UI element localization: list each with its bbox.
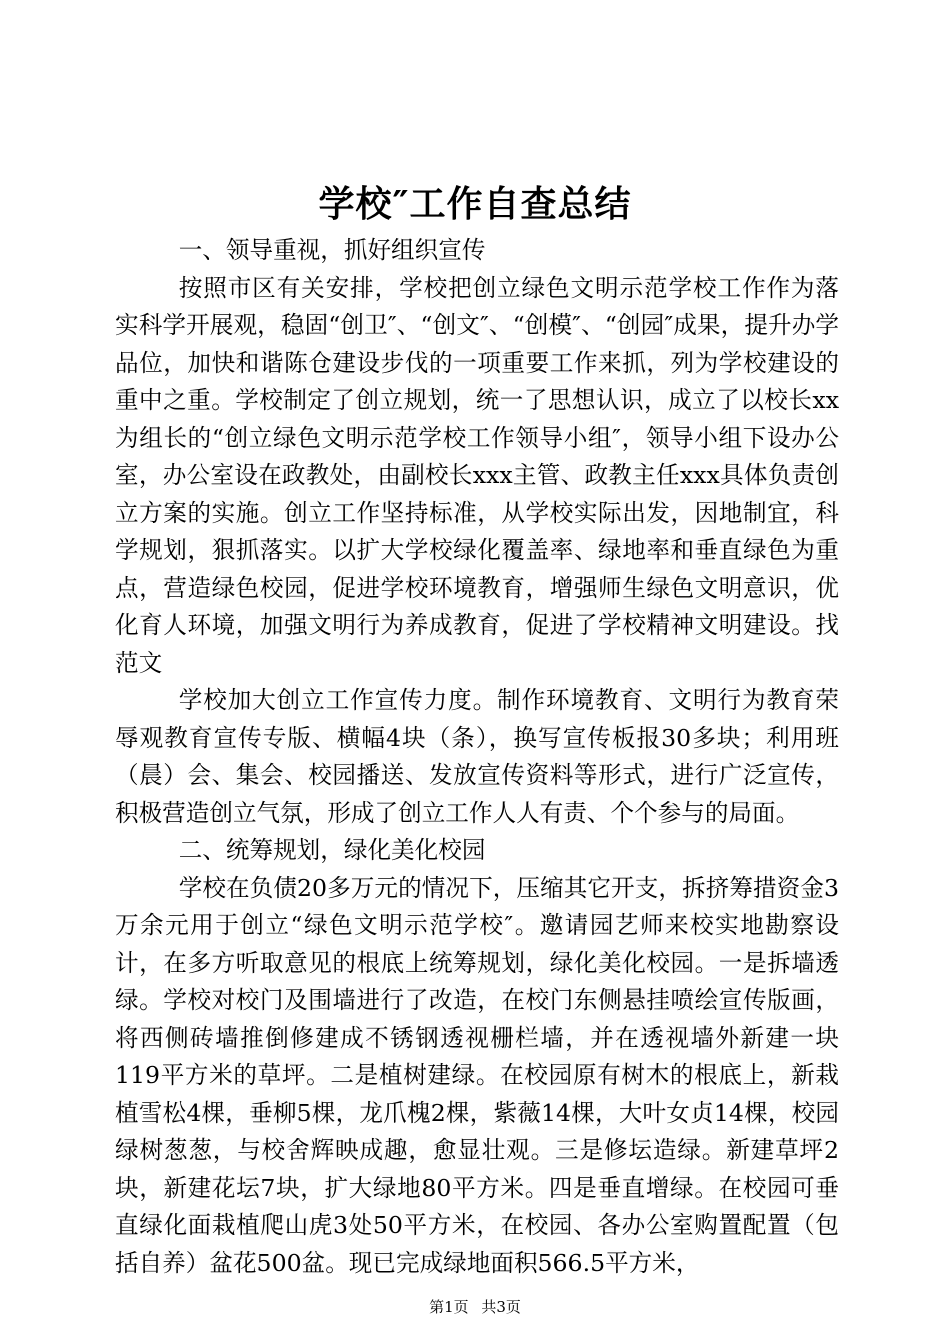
document-body [115,232,839,1282]
section-heading: 二、统筹规划，绿化美化校园 [178,836,486,864]
section-heading: 一、领导重视，抓好组织宣传 [178,236,486,264]
document-title: 学校″工作自查总结 [318,184,632,225]
page-number: 第1页 [429,1298,469,1316]
page-footer [0,1297,950,1317]
body-paragraph: 学校在负债20多万元的情况下，压缩其它开支，拆挤筹措资金3万余元用于创立“绿色文明示范学校″。邀请园艺师来校实地勘察设计，在多方听取意见的根底上统筹规划，绿化美化校园。一是拆墙透绿。学校对校门及围墙进行了改造，在校门东侧悬挂喷绘宣传版画，将西侧砖墙推倒修建成不锈钢透视栅栏墙，并在透视墙外新建一块119平方米的草坪。二是植树建绿。在校园原有树木的根底上，新栽植雪松4棵，垂柳5棵，龙爪槐2棵，紫薇14棵，大叶女贞14棵，校园绿树葱葱，与校舍辉映成趣，愈显壮观。三是修坛造绿。新建草坪2块，新建花坛7块，扩大绿地80平方米。四是垂直增绿。在校园可垂直绿化面栽植爬山虎3处50平方米，在校园、各办公室购置配置（包括自养）盆花500盆。现已完成绿地面积566.5平方米， [115,873,839,1277]
page-total: 共3页 [481,1298,521,1316]
body-paragraph: 按照市区有关安排，学校把创立绿色文明示范学校工作作为落实科学开展观，稳固“创卫″、“创文″、“创模″、“创园″成果，提升办学品位，加快和谐陈仓建设步伐的一项重要工作来抓，列为学校建设的重中之重。学校制定了创立规划，统一了思想认识，成立了以校长xx为组长的“创立绿色文明示范学校工作领导小组″，领导小组下设办公室，办公室设在政教处，由副校长xxx主管、政教主任xxx具体负责创立方案的实施。创立工作坚持标准，从学校实际出发，因地制宜，科学规划，狠抓落实。以扩大学校绿化覆盖率、绿地率和垂直绿色为重点，营造绿色校园，促进学校环境教育，增强师生绿色文明意识，优化育人环境，加强文明行为养成教育，促进了学校精神文明建设。找范文 [115,273,839,677]
body-paragraph: 学校加大创立工作宣传力度。制作环境教育、文明行为教育荣辱观教育宣传专版、横幅4块（条），换写宣传板报30多块；利用班（晨）会、集会、校园播送、发放宣传资料等形式，进行广泛宣传，积极营造创立气氛，形成了创立工作人人有责、个个参与的局面。 [115,686,839,827]
